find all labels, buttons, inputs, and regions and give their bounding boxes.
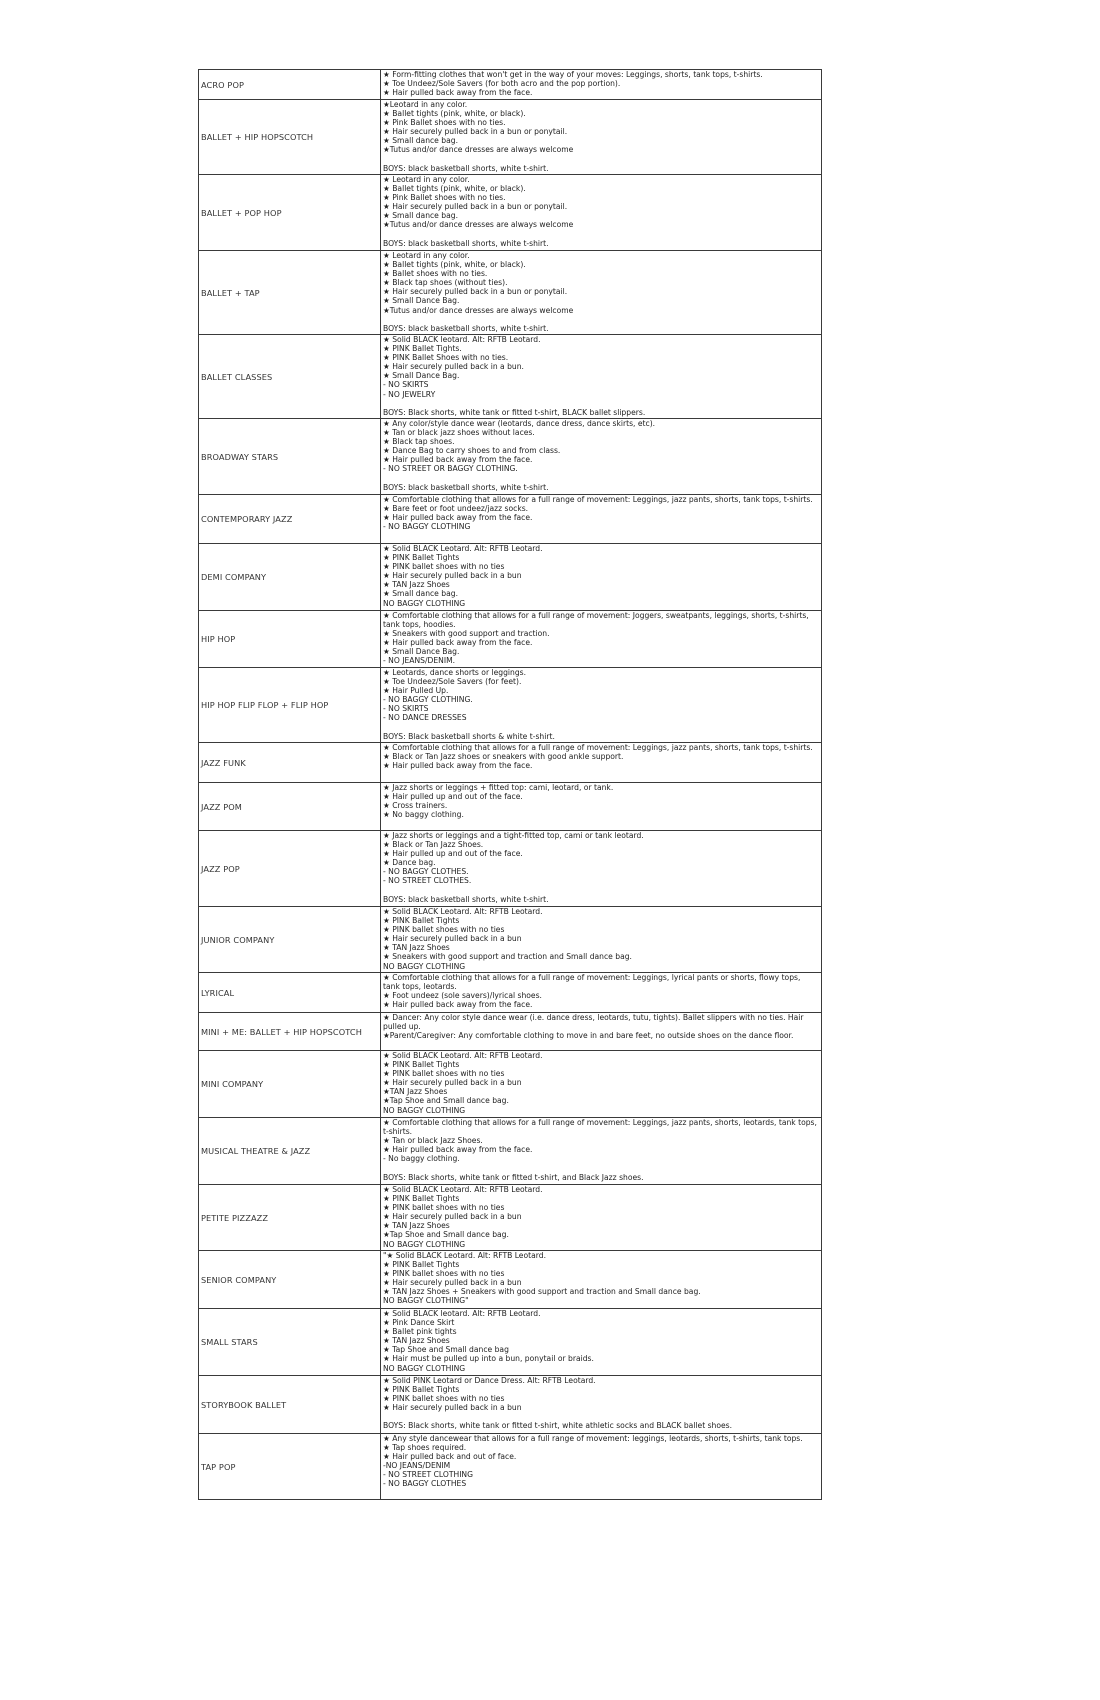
requirement-line: ★ Ballet tights (pink, white, or black).: [383, 109, 526, 119]
requirement-line: ★ Black tap shoes (without ties).: [383, 278, 508, 288]
requirement-line: ★ PINK Ballet Tights: [383, 1260, 460, 1270]
requirement-line: ★ PINK ballet shoes with no ties: [383, 925, 505, 935]
requirement-line: BOYS: black basketball shorts, white t-shirt.: [383, 482, 549, 492]
table-row: [199, 1051, 822, 1118]
blank-line: [383, 1163, 819, 1172]
requirement-line: BOYS: black basketball shorts, white t-shirt.: [383, 894, 549, 904]
class-name-cell: MINI + ME: BALLET + HIP HOPSCOTCH: [199, 1013, 381, 1051]
class-name-cell: SMALL STARS: [199, 1309, 381, 1376]
class-name-cell: JAZZ POM: [199, 783, 381, 831]
class-name-cell: BALLET CLASSES: [199, 335, 381, 419]
table-row: [199, 743, 822, 783]
requirement-line: ★ Hair securely pulled back in a bun: [383, 934, 522, 944]
requirement-line: ★ Dance bag.: [383, 858, 436, 868]
requirement-line: ★ Comfortable clothing that allows for a full range of movement: Joggers, sweatpants, leggings, shorts, t-shirts, tank tops, hoodies.: [383, 611, 809, 630]
requirement-line: ★ Hair securely pulled back in a bun: [383, 1278, 522, 1288]
requirement-line: ★ Jazz shorts or leggings and a tight-fitted top, cami or tank leotard.: [383, 831, 644, 840]
requirement-line: - NO STREET CLOTHES.: [383, 876, 472, 886]
requirement-line: ★ No baggy clothing.: [383, 810, 464, 820]
table-row: [199, 335, 822, 419]
requirement-line: ★ Hair pulled back away from the face.: [383, 1000, 533, 1010]
class-name-cell: PETITE PIZZAZZ: [199, 1185, 381, 1251]
table-row: [199, 1251, 822, 1309]
class-name-cell: DEMI COMPANY: [199, 544, 381, 611]
requirement-line: ★ Tan or black jazz shoes without laces.: [383, 428, 535, 438]
requirement-line: ★TAN Jazz Shoes: [383, 1087, 448, 1097]
requirement-line: ★ PINK Ballet Tights: [383, 553, 460, 563]
class-name-cell: JUNIOR COMPANY: [199, 907, 381, 973]
requirement-line: ★Tap Shoe and Small dance bag.: [383, 1096, 509, 1106]
table-row: [199, 1434, 822, 1500]
requirement-line: ★ Hair securely pulled back in a bun: [383, 1078, 522, 1088]
class-name-cell: HIP HOP FLIP FLOP + FLIP HOP: [199, 668, 381, 743]
requirement-line: - No baggy clothing.: [383, 1154, 460, 1164]
requirement-line: ★ Pink Ballet shoes with no ties.: [383, 118, 506, 128]
requirement-line: ★ Sneakers with good support and traction.: [383, 629, 550, 639]
requirement-line: ★ PINK Ballet Tights.: [383, 344, 462, 354]
requirement-line: ★ Pink Ballet shoes with no ties.: [383, 193, 506, 203]
requirement-line: NO BAGGY CLOTHING": [383, 1296, 469, 1306]
requirement-line: ★ PINK Ballet Tights: [383, 1060, 460, 1070]
class-name-cell: STORYBOOK BALLET: [199, 1376, 381, 1434]
table-row: [199, 1118, 822, 1185]
attire-requirements-cell: [381, 831, 822, 907]
class-name-cell: MINI COMPANY: [199, 1051, 381, 1118]
attire-requirements-cell: [381, 70, 822, 100]
requirement-line: ★ Black or Tan Jazz Shoes.: [383, 840, 484, 850]
requirement-line: ★ Hair securely pulled back in a bun: [383, 1403, 522, 1413]
requirement-line: ★ PINK Ballet Tights: [383, 1194, 460, 1204]
table-row: [199, 668, 822, 743]
requirement-line: ★ Hair pulled back away from the face.: [383, 88, 533, 98]
requirement-line: ★ PINK ballet shoes with no ties: [383, 562, 505, 572]
requirement-line: ★ Solid BLACK Leotard. Alt: RFTB Leotard.: [383, 1185, 543, 1194]
requirement-line: "★ Solid BLACK Leotard. Alt: RFTB Leotard.: [383, 1251, 546, 1260]
class-name-cell: ACRO POP: [199, 70, 381, 100]
requirement-line: ★Parent/Caregiver: Any comfortable clothing to move in and bare feet, no outside shoes on the dance floor.: [383, 1031, 794, 1041]
table-row: [199, 419, 822, 495]
requirement-line: ★ Black tap shoes.: [383, 437, 455, 447]
blank-line: [383, 230, 819, 239]
table-row: [199, 1185, 822, 1251]
requirement-line: ★ Solid BLACK leotard. Alt: RFTB Leotard.: [383, 335, 541, 344]
class-name-cell: HIP HOP: [199, 611, 381, 668]
blank-line: [383, 886, 819, 895]
requirement-line: ★ TAN Jazz Shoes: [383, 580, 450, 590]
requirement-line: ★ PINK Ballet Tights: [383, 1385, 460, 1395]
requirement-line: ★ Tap Shoe and Small dance bag: [383, 1345, 509, 1355]
attire-requirements-cell: [381, 495, 822, 544]
table-row: [199, 251, 822, 335]
blank-line: [383, 155, 819, 164]
requirement-line: ★ Small Dance Bag.: [383, 647, 460, 657]
requirement-line: ★ Hair pulled back and out of face.: [383, 1452, 517, 1462]
attire-requirements-cell: [381, 668, 822, 743]
requirement-line: ★ Comfortable clothing that allows for a full range of movement: Leggings, jazz pants, shorts, tank tops, t-shirts.: [383, 743, 813, 752]
table-row: [199, 907, 822, 973]
requirement-line: - NO SKIRTS: [383, 704, 429, 714]
attire-requirements-cell: [381, 544, 822, 611]
requirement-line: ★ Hair securely pulled back in a bun or ponytail.: [383, 202, 568, 212]
requirement-line: ★ PINK Ballet Shoes with no ties.: [383, 353, 509, 363]
requirement-line: - NO BAGGY CLOTHING.: [383, 695, 473, 705]
attire-requirements-cell: [381, 335, 822, 419]
requirement-line: ★ TAN Jazz Shoes: [383, 1221, 450, 1231]
requirement-line: ★ Ballet shoes with no ties.: [383, 269, 488, 279]
class-name-cell: BALLET + POP HOP: [199, 175, 381, 251]
requirement-line: ★ Hair securely pulled back in a bun.: [383, 362, 524, 372]
requirement-line: NO BAGGY CLOTHING: [383, 598, 466, 608]
requirement-line: - NO BAGGY CLOTHES: [383, 1479, 467, 1489]
dress-code-table-body: [199, 70, 822, 1500]
class-name-cell: MUSICAL THEATRE & JAZZ: [199, 1118, 381, 1185]
requirement-line: ★ Hair pulled up and out of the face.: [383, 792, 523, 802]
requirement-line: ★ Leotards, dance shorts or leggings.: [383, 668, 527, 677]
requirement-line: ★ Sneakers with good support and traction and Small dance bag.: [383, 952, 632, 962]
class-name-cell: SENIOR COMPANY: [199, 1251, 381, 1309]
attire-requirements-cell: [381, 973, 822, 1013]
blank-line: [383, 315, 819, 324]
class-name-cell: LYRICAL: [199, 973, 381, 1013]
requirement-line: ★ Ballet tights (pink, white, or black).: [383, 260, 526, 270]
requirement-line: BOYS: Black shorts, white tank or fitted t-shirt, white athletic socks and BLACK ballet shoes.: [383, 1421, 733, 1431]
requirement-line: - NO BAGGY CLOTHES.: [383, 867, 469, 877]
requirement-line: ★ Leotard in any color.: [383, 175, 470, 184]
requirement-line: ★ Small Dance Bag.: [383, 371, 460, 381]
requirement-line: ★ Ballet pink tights: [383, 1327, 457, 1337]
class-name-cell: BALLET + HIP HOPSCOTCH: [199, 100, 381, 175]
requirement-line: ★ PINK Ballet Tights: [383, 916, 460, 926]
table-row: [199, 495, 822, 544]
requirement-line: - NO STREET OR BAGGY CLOTHING.: [383, 464, 518, 474]
attire-requirements-cell: [381, 175, 822, 251]
requirement-line: - NO JEWELRY: [383, 389, 436, 399]
requirement-line: ★ Small Dance Bag.: [383, 296, 460, 306]
attire-requirements-cell: [381, 419, 822, 495]
requirement-line: ★ Tan or black Jazz Shoes.: [383, 1136, 483, 1146]
requirement-line: ★Leotard in any color.: [383, 100, 468, 109]
class-name-cell: CONTEMPORARY JAZZ: [199, 495, 381, 544]
table-row: [199, 973, 822, 1013]
requirement-line: ★ Any style dancewear that allows for a full range of movement: leggings, leotards, shorts, t-shirts, tank tops.: [383, 1434, 803, 1443]
requirement-line: ★ Ballet tights (pink, white, or black).: [383, 184, 526, 194]
requirement-line: BOYS: Black shorts, white tank or fitted t-shirt, and Black Jazz shoes.: [383, 1172, 644, 1182]
requirement-line: ★ Leotard in any color.: [383, 251, 470, 260]
class-name-cell: BROADWAY STARS: [199, 419, 381, 495]
attire-requirements-cell: [381, 1051, 822, 1118]
requirement-line: NO BAGGY CLOTHING: [383, 961, 466, 971]
requirement-line: NO BAGGY CLOTHING: [383, 1363, 466, 1373]
requirement-line: NO BAGGY CLOTHING: [383, 1239, 466, 1249]
attire-requirements-cell: [381, 100, 822, 175]
requirement-line: ★ Hair pulled back away from the face.: [383, 1145, 533, 1155]
requirement-line: ★ Comfortable clothing that allows for a full range of movement: Leggings, lyrical pants or shorts, flowy tops, tank tops, leotards.: [383, 973, 801, 992]
requirement-line: ★ TAN Jazz Shoes: [383, 1336, 450, 1346]
requirement-line: ★ Toe Undeez/Sole Savers (for feet).: [383, 677, 522, 687]
attire-requirements-cell: [381, 1013, 822, 1051]
table-row: [199, 831, 822, 907]
requirement-line: ★ Small dance bag.: [383, 211, 458, 221]
requirement-line: ★ Toe Undeez/Sole Savers (for both acro and the pop portion).: [383, 79, 621, 89]
requirement-line: ★ Hair securely pulled back in a bun: [383, 1212, 522, 1222]
requirement-line: ★ PINK ballet shoes with no ties: [383, 1394, 505, 1404]
requirement-line: ★ Hair Pulled Up.: [383, 686, 449, 696]
table-row: [199, 1013, 822, 1051]
requirement-line: ★ PINK ballet shoes with no ties: [383, 1069, 505, 1079]
requirement-line: ★ Dancer: Any color style dance wear (i.e. dance dress, leotards, tutu, tights). Ballet slippers with no ties. Hair pulled up.: [383, 1013, 804, 1032]
requirement-line: BOYS: black basketball shorts, white t-shirt.: [383, 238, 549, 248]
attire-requirements-cell: [381, 611, 822, 668]
requirement-line: ★ Solid PINK Leotard or Dance Dress. Alt: RFTB Leotard.: [383, 1376, 596, 1385]
class-name-cell: BALLET + TAP: [199, 251, 381, 335]
table-row: [199, 70, 822, 100]
requirement-line: ★ TAN Jazz Shoes + Sneakers with good support and traction and Small dance bag.: [383, 1287, 701, 1297]
requirement-line: ★ PINK ballet shoes with no ties: [383, 1203, 505, 1213]
requirement-line: ★ PINK ballet shoes with no ties: [383, 1269, 505, 1279]
blank-line: [383, 723, 819, 732]
table-row: [199, 783, 822, 831]
requirement-line: ★ Hair must be pulled up into a bun, ponytail or braids.: [383, 1354, 594, 1364]
table-row: [199, 544, 822, 611]
requirement-line: - NO BAGGY CLOTHING: [383, 522, 471, 532]
requirement-line: ★ Hair pulled back away from the face.: [383, 455, 533, 465]
requirement-line: ★ Hair pulled back away from the face.: [383, 761, 533, 771]
table-row: [199, 175, 822, 251]
requirement-line: ★ TAN Jazz Shoes: [383, 943, 450, 953]
attire-requirements-cell: [381, 1251, 822, 1309]
requirement-line: - NO JEANS/DENIM.: [383, 656, 456, 666]
requirement-line: ★Tutus and/or dance dresses are always welcome: [383, 305, 574, 315]
attire-requirements-cell: [381, 1376, 822, 1434]
requirement-line: ★ Small dance bag.: [383, 136, 458, 146]
table-row: [199, 100, 822, 175]
requirement-line: BOYS: black basketball shorts, white t-shirt.: [383, 163, 549, 173]
attire-requirements-cell: [381, 1434, 822, 1500]
requirement-line: ★ Black or Tan Jazz shoes or sneakers with good ankle support.: [383, 752, 624, 762]
requirement-line: NO BAGGY CLOTHING: [383, 1105, 466, 1115]
dress-code-table: [198, 69, 822, 1500]
blank-line: [383, 474, 819, 483]
requirement-line: ★ Pink Dance Skirt: [383, 1318, 455, 1328]
blank-line: [383, 1412, 819, 1421]
requirement-line: BOYS: black basketball shorts, white t-shirt.: [383, 323, 549, 333]
requirement-line: ★ Hair pulled back away from the face.: [383, 513, 533, 523]
attire-requirements-cell: [381, 743, 822, 783]
requirement-line: ★ Hair pulled back away from the face.: [383, 638, 533, 648]
requirement-line: - NO SKIRTS: [383, 380, 429, 390]
requirement-line: ★ Tap shoes required.: [383, 1443, 467, 1453]
requirement-line: ★ Small dance bag.: [383, 589, 458, 599]
requirement-line: -NO JEANS/DENIM: [383, 1461, 451, 1471]
table-row: [199, 1376, 822, 1434]
requirement-line: - NO DANCE DRESSES: [383, 713, 467, 723]
blank-line: [383, 399, 819, 408]
table-row: [199, 611, 822, 668]
table-row: [199, 1309, 822, 1376]
requirement-line: ★ Any color/style dance wear (leotards, dance dress, dance skirts, etc).: [383, 419, 656, 428]
requirement-line: ★ Form-fitting clothes that won't get in the way of your moves: Leggings, shorts, tank tops, t-shirts.: [383, 70, 763, 79]
requirement-line: ★ Comfortable clothing that allows for a full range of movement: Leggings, jazz pants, shorts, tank tops, t-shirts.: [383, 495, 813, 504]
attire-requirements-cell: [381, 907, 822, 973]
requirement-line: ★ Hair securely pulled back in a bun: [383, 571, 522, 581]
requirement-line: ★ Jazz shorts or leggings + fitted top: cami, leotard, or tank.: [383, 783, 614, 792]
requirement-line: ★ Hair securely pulled back in a bun or ponytail.: [383, 127, 568, 137]
attire-requirements-cell: [381, 251, 822, 335]
requirement-line: ★ Dance Bag to carry shoes to and from class.: [383, 446, 561, 456]
requirement-line: ★ Solid BLACK Leotard. Alt: RFTB Leotard.: [383, 1051, 543, 1060]
attire-requirements-cell: [381, 1185, 822, 1251]
requirement-line: ★ Solid BLACK leotard. Alt: RFTB Leotard.: [383, 1309, 541, 1318]
requirement-line: ★Tutus and/or dance dresses are always welcome: [383, 145, 574, 155]
requirement-line: ★Tutus and/or dance dresses are always welcome: [383, 220, 574, 230]
class-name-cell: JAZZ POP: [199, 831, 381, 907]
requirement-line: ★ Hair securely pulled back in a bun or ponytail.: [383, 287, 568, 297]
requirement-line: ★ Bare feet or foot undeez/jazz socks.: [383, 504, 529, 514]
attire-requirements-cell: [381, 1118, 822, 1185]
requirement-line: ★ Comfortable clothing that allows for a full range of movement: Leggings, jazz pants, shorts, leotards, tank tops, t-shirts.: [383, 1118, 817, 1137]
requirement-line: ★ Solid BLACK Leotard. Alt: RFTB Leotard.: [383, 907, 543, 916]
requirement-line: BOYS: Black shorts, white tank or fitted t-shirt, BLACK ballet slippers.: [383, 407, 646, 417]
requirement-line: ★ Cross trainers.: [383, 801, 448, 811]
class-name-cell: TAP POP: [199, 1434, 381, 1500]
requirement-line: - NO STREET CLOTHING: [383, 1470, 474, 1480]
requirement-line: ★ Foot undeez (sole savers)/lyrical shoes.: [383, 991, 542, 1001]
requirement-line: BOYS: Black basketball shorts & white t-shirt.: [383, 731, 555, 741]
class-name-cell: JAZZ FUNK: [199, 743, 381, 783]
attire-requirements-cell: [381, 783, 822, 831]
attire-requirements-cell: [381, 1309, 822, 1376]
requirement-line: ★Tap Shoe and Small dance bag.: [383, 1230, 509, 1240]
requirement-line: ★ Hair pulled up and out of the face.: [383, 849, 523, 859]
requirement-line: ★ Solid BLACK Leotard. Alt: RFTB Leotard.: [383, 544, 543, 553]
